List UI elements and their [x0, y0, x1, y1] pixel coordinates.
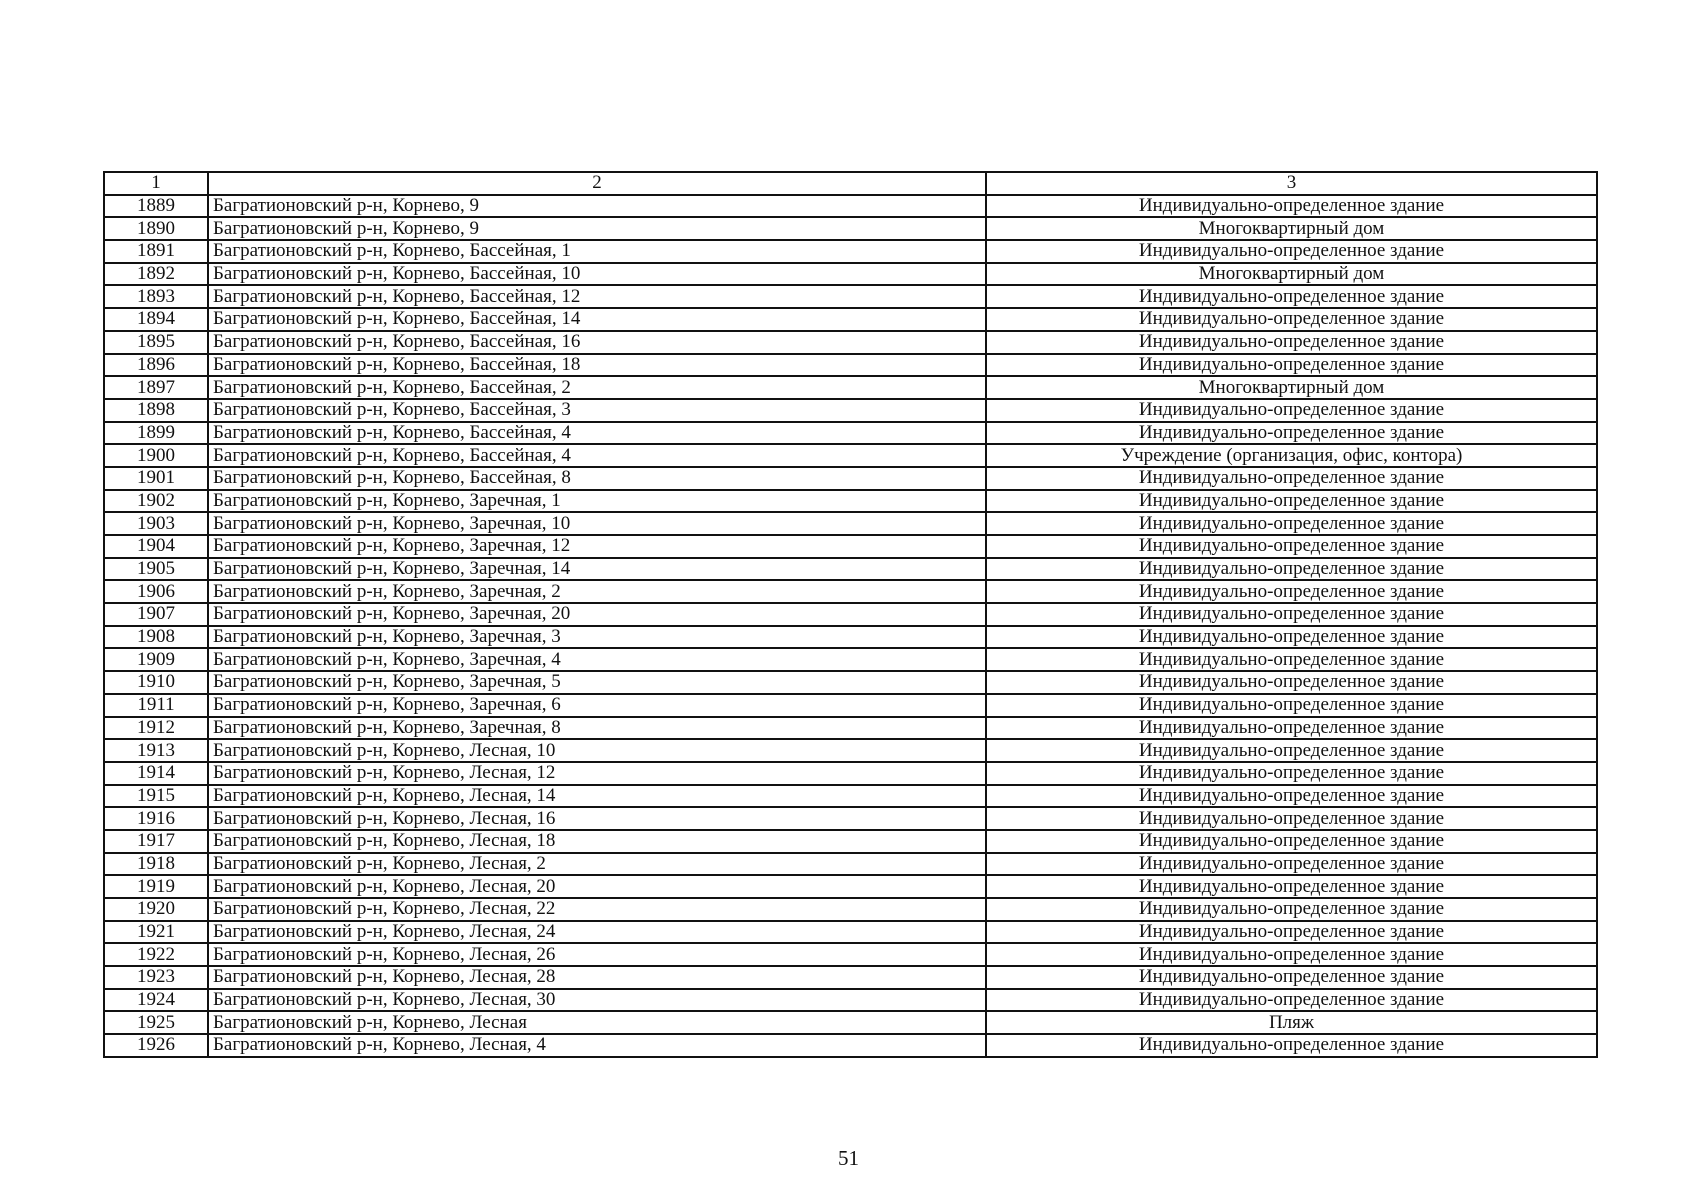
building-type-cell: Индивидуально-определенное здание [986, 240, 1597, 263]
table-row [104, 830, 1597, 853]
address-cell: Багратионовский р-н, Корнево, Заречная, 3 [208, 626, 986, 649]
address-cell: Багратионовский р-н, Корнево, Бассейная, 10 [208, 263, 986, 286]
building-type-cell: Индивидуально-определенное здание [986, 739, 1597, 762]
address-cell: Багратионовский р-н, Корнево, Заречная, 10 [208, 512, 986, 535]
table-row [104, 217, 1597, 240]
building-type-cell: Индивидуально-определенное здание [986, 717, 1597, 740]
table-row [104, 694, 1597, 717]
table-row [104, 558, 1597, 581]
table-row [104, 512, 1597, 535]
row-number-cell: 1907 [104, 603, 208, 626]
building-type-cell: Учреждение (организация, офис, контора) [986, 444, 1597, 467]
header-cell-1: 1 [104, 172, 208, 195]
building-type-cell: Индивидуально-определенное здание [986, 490, 1597, 513]
row-number-cell: 1889 [104, 195, 208, 218]
address-cell: Багратионовский р-н, Корнево, Заречная, 4 [208, 648, 986, 671]
row-number-cell: 1922 [104, 943, 208, 966]
table-row [104, 195, 1597, 218]
address-cell: Багратионовский р-н, Корнево, Бассейная, 1 [208, 240, 986, 263]
building-type-cell: Индивидуально-определенное здание [986, 558, 1597, 581]
row-number-cell: 1919 [104, 875, 208, 898]
row-number-cell: 1915 [104, 785, 208, 808]
table-row [104, 762, 1597, 785]
building-type-cell: Многоквартирный дом [986, 376, 1597, 399]
row-number-cell: 1918 [104, 853, 208, 876]
address-cell: Багратионовский р-н, Корнево, Бассейная, 16 [208, 331, 986, 354]
table-row [104, 240, 1597, 263]
address-cell: Багратионовский р-н, Корнево, Лесная, 12 [208, 762, 986, 785]
row-number-cell: 1893 [104, 285, 208, 308]
building-type-cell: Индивидуально-определенное здание [986, 921, 1597, 944]
row-number-cell: 1890 [104, 217, 208, 240]
row-number-cell: 1924 [104, 989, 208, 1012]
building-type-cell: Индивидуально-определенное здание [986, 354, 1597, 377]
table-row [104, 717, 1597, 740]
row-number-cell: 1899 [104, 422, 208, 445]
building-type-cell: Индивидуально-определенное здание [986, 762, 1597, 785]
table-row [104, 580, 1597, 603]
building-type-cell: Индивидуально-определенное здание [986, 853, 1597, 876]
table-row [104, 376, 1597, 399]
table-row [104, 785, 1597, 808]
row-number-cell: 1909 [104, 648, 208, 671]
building-type-cell: Индивидуально-определенное здание [986, 580, 1597, 603]
address-cell: Багратионовский р-н, Корнево, Лесная, 16 [208, 807, 986, 830]
address-cell: Багратионовский р-н, Корнево, Заречная, 14 [208, 558, 986, 581]
table-row [104, 444, 1597, 467]
table-row [104, 898, 1597, 921]
building-type-cell: Индивидуально-определенное здание [986, 830, 1597, 853]
row-number-cell: 1903 [104, 512, 208, 535]
row-number-cell: 1906 [104, 580, 208, 603]
address-cell: Багратионовский р-н, Корнево, Заречная, 5 [208, 671, 986, 694]
table-row [104, 1011, 1597, 1034]
table-row [104, 966, 1597, 989]
building-type-cell: Индивидуально-определенное здание [986, 603, 1597, 626]
building-type-cell: Индивидуально-определенное здание [986, 1034, 1597, 1057]
table-row [104, 626, 1597, 649]
address-cell: Багратионовский р-н, Корнево, Заречная, 1 [208, 490, 986, 513]
row-number-cell: 1908 [104, 626, 208, 649]
address-cell: Багратионовский р-н, Корнево, Лесная, 22 [208, 898, 986, 921]
table-row [104, 989, 1597, 1012]
table-row [104, 263, 1597, 286]
building-type-cell: Индивидуально-определенное здание [986, 331, 1597, 354]
address-cell: Багратионовский р-н, Корнево, Заречная, 6 [208, 694, 986, 717]
building-type-cell: Индивидуально-определенное здание [986, 626, 1597, 649]
address-cell: Багратионовский р-н, Корнево, Лесная, 24 [208, 921, 986, 944]
address-cell: Багратионовский р-н, Корнево, Бассейная, 4 [208, 422, 986, 445]
row-number-cell: 1895 [104, 331, 208, 354]
building-type-cell: Индивидуально-определенное здание [986, 285, 1597, 308]
building-type-cell: Индивидуально-определенное здание [986, 966, 1597, 989]
address-cell: Багратионовский р-н, Корнево, Бассейная, 2 [208, 376, 986, 399]
row-number-cell: 1902 [104, 490, 208, 513]
address-cell: Багратионовский р-н, Корнево, Заречная, 8 [208, 717, 986, 740]
address-cell: Багратионовский р-н, Корнево, Бассейная, 8 [208, 467, 986, 490]
address-cell: Багратионовский р-н, Корнево, Лесная, 4 [208, 1034, 986, 1057]
row-number-cell: 1898 [104, 399, 208, 422]
table-row [104, 308, 1597, 331]
building-type-cell: Индивидуально-определенное здание [986, 512, 1597, 535]
building-type-cell: Индивидуально-определенное здание [986, 535, 1597, 558]
building-type-cell: Пляж [986, 1011, 1597, 1034]
building-type-cell: Индивидуально-определенное здание [986, 785, 1597, 808]
building-type-cell: Индивидуально-определенное здание [986, 467, 1597, 490]
table-row [104, 739, 1597, 762]
address-cell: Багратионовский р-н, Корнево, Лесная, 30 [208, 989, 986, 1012]
row-number-cell: 1925 [104, 1011, 208, 1034]
address-cell: Багратионовский р-н, Корнево, 9 [208, 217, 986, 240]
row-number-cell: 1921 [104, 921, 208, 944]
building-type-cell: Индивидуально-определенное здание [986, 943, 1597, 966]
registry-table-body [104, 172, 1597, 1057]
row-number-cell: 1897 [104, 376, 208, 399]
row-number-cell: 1900 [104, 444, 208, 467]
table-row [104, 331, 1597, 354]
row-number-cell: 1911 [104, 694, 208, 717]
table-row [104, 807, 1597, 830]
row-number-cell: 1923 [104, 966, 208, 989]
address-cell: Багратионовский р-н, Корнево, 9 [208, 195, 986, 218]
row-number-cell: 1905 [104, 558, 208, 581]
building-type-cell: Многоквартирный дом [986, 263, 1597, 286]
table-row [104, 943, 1597, 966]
row-number-cell: 1913 [104, 739, 208, 762]
table-row [104, 467, 1597, 490]
address-cell: Багратионовский р-н, Корнево, Лесная, 14 [208, 785, 986, 808]
registry-table [103, 171, 1598, 1058]
table-row [104, 603, 1597, 626]
address-cell: Багратионовский р-н, Корнево, Заречная, 12 [208, 535, 986, 558]
building-type-cell: Многоквартирный дом [986, 217, 1597, 240]
address-cell: Багратионовский р-н, Корнево, Бассейная, 12 [208, 285, 986, 308]
table-row [104, 648, 1597, 671]
address-cell: Багратионовский р-н, Корнево, Лесная, 18 [208, 830, 986, 853]
table-row [104, 875, 1597, 898]
page-number: 51 [838, 1146, 859, 1170]
address-cell: Багратионовский р-н, Корнево, Бассейная, 4 [208, 444, 986, 467]
building-type-cell: Индивидуально-определенное здание [986, 989, 1597, 1012]
table-row [104, 285, 1597, 308]
address-cell: Багратионовский р-н, Корнево, Лесная, 10 [208, 739, 986, 762]
building-type-cell: Индивидуально-определенное здание [986, 648, 1597, 671]
row-number-cell: 1914 [104, 762, 208, 785]
row-number-cell: 1901 [104, 467, 208, 490]
row-number-cell: 1912 [104, 717, 208, 740]
row-number-cell: 1916 [104, 807, 208, 830]
table-row [104, 921, 1597, 944]
row-number-cell: 1891 [104, 240, 208, 263]
header-cell-2: 2 [208, 172, 986, 195]
building-type-cell: Индивидуально-определенное здание [986, 898, 1597, 921]
table-row [104, 671, 1597, 694]
building-type-cell: Индивидуально-определенное здание [986, 875, 1597, 898]
address-cell: Багратионовский р-н, Корнево, Лесная, 28 [208, 966, 986, 989]
row-number-cell: 1926 [104, 1034, 208, 1057]
address-cell: Багратионовский р-н, Корнево, Лесная [208, 1011, 986, 1034]
header-cell-3: 3 [986, 172, 1597, 195]
row-number-cell: 1920 [104, 898, 208, 921]
building-type-cell: Индивидуально-определенное здание [986, 195, 1597, 218]
table-row [104, 422, 1597, 445]
address-cell: Багратионовский р-н, Корнево, Лесная, 20 [208, 875, 986, 898]
address-cell: Багратионовский р-н, Корнево, Бассейная, 18 [208, 354, 986, 377]
building-type-cell: Индивидуально-определенное здание [986, 308, 1597, 331]
row-number-cell: 1892 [104, 263, 208, 286]
address-cell: Багратионовский р-н, Корнево, Заречная, 2 [208, 580, 986, 603]
row-number-cell: 1894 [104, 308, 208, 331]
table-row [104, 399, 1597, 422]
table-row [104, 354, 1597, 377]
address-cell: Багратионовский р-н, Корнево, Бассейная, 14 [208, 308, 986, 331]
address-cell: Багратионовский р-н, Корнево, Лесная, 2 [208, 853, 986, 876]
table-row [104, 535, 1597, 558]
building-type-cell: Индивидуально-определенное здание [986, 422, 1597, 445]
table-row [104, 1034, 1597, 1057]
row-number-cell: 1904 [104, 535, 208, 558]
building-type-cell: Индивидуально-определенное здание [986, 807, 1597, 830]
row-number-cell: 1910 [104, 671, 208, 694]
building-type-cell: Индивидуально-определенное здание [986, 671, 1597, 694]
table-header-row [104, 172, 1597, 195]
table-row [104, 853, 1597, 876]
building-type-cell: Индивидуально-определенное здание [986, 694, 1597, 717]
address-cell: Багратионовский р-н, Корнево, Лесная, 26 [208, 943, 986, 966]
table-row [104, 490, 1597, 513]
row-number-cell: 1917 [104, 830, 208, 853]
building-type-cell: Индивидуально-определенное здание [986, 399, 1597, 422]
address-cell: Багратионовский р-н, Корнево, Заречная, 20 [208, 603, 986, 626]
address-cell: Багратионовский р-н, Корнево, Бассейная, 3 [208, 399, 986, 422]
row-number-cell: 1896 [104, 354, 208, 377]
